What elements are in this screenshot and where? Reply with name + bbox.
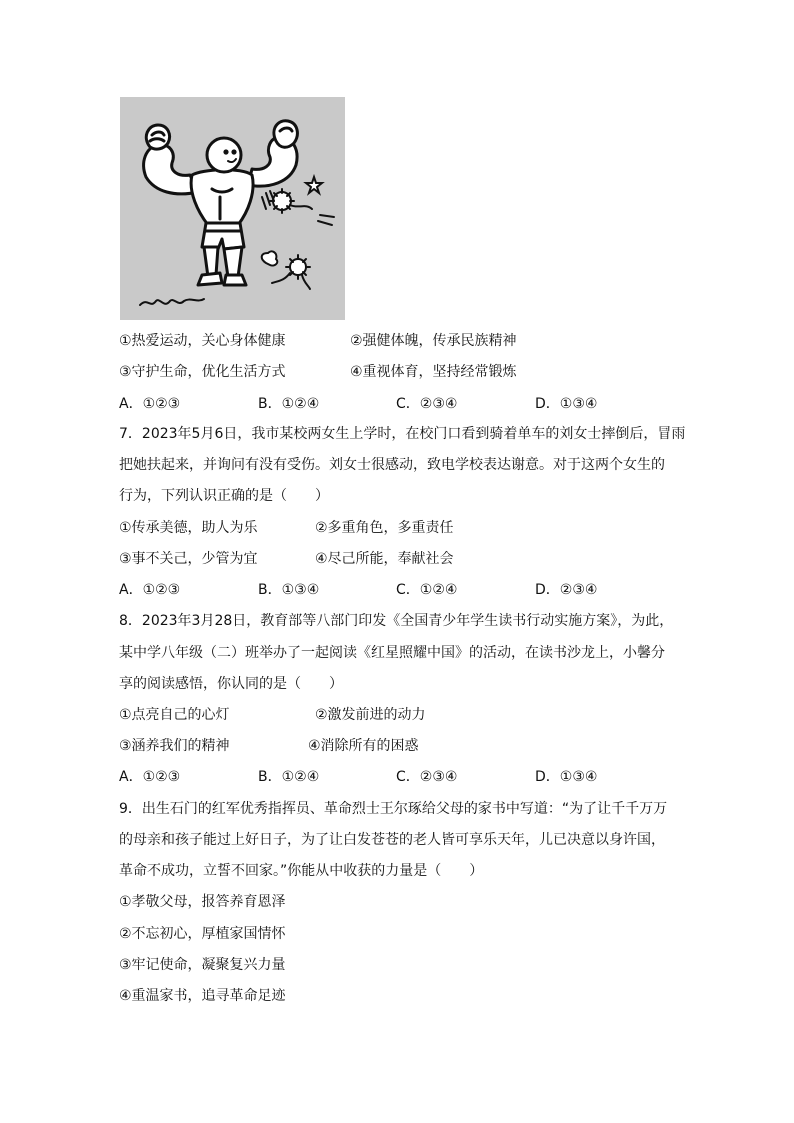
q9-option-4: ④重温家书，追寻革命足迹 — [119, 988, 286, 1004]
q6-option-3: ③守护生命，优化生活方式 — [119, 364, 286, 380]
q6-choice-d[interactable]: D．①③④ — [535, 396, 598, 412]
q8-option-3: ③涵养我们的精神 — [119, 738, 230, 754]
q8-stem-line-1: 8．2023年3月28日，教育部等八部门印发《全国青少年学生读书行动实施方案》，为此， — [119, 613, 674, 629]
q8-stem-line-3: 享的阅读感悟，你认同的是（ ） — [119, 676, 343, 692]
q7-choice-d[interactable]: D．②③④ — [535, 582, 598, 598]
q8-option-1: ①点亮自己的心灯 — [119, 707, 230, 723]
q9-option-2: ②不忘初心，厚植家国情怀 — [119, 926, 286, 942]
q6-option-1: ①热爱运动，关心身体健康 — [119, 333, 286, 349]
strongman-cartoon-icon — [120, 97, 345, 320]
q7-option-1: ①传承美德，助人为乐 — [119, 520, 258, 536]
q9-option-1: ①孝敬父母，报答养育恩泽 — [119, 894, 286, 910]
q9-stem-line-3: 革命不成功，立誓不回家。”你能从中收获的力量是（ ） — [119, 863, 484, 879]
q7-option-2: ②多重角色，多重责任 — [315, 520, 454, 536]
cartoon-illustration — [120, 97, 345, 320]
q7-option-4: ④尽己所能，奉献社会 — [315, 551, 454, 567]
q8-choice-a[interactable]: A．①②③ — [119, 769, 181, 785]
q8-choice-d[interactable]: D．①③④ — [535, 769, 598, 785]
q9-option-3: ③牢记使命，凝聚复兴力量 — [119, 957, 286, 973]
q6-option-2: ②强健体魄，传承民族精神 — [350, 333, 517, 349]
q8-option-2: ②激发前进的动力 — [315, 707, 426, 723]
q7-choice-a[interactable]: A．①②③ — [119, 582, 181, 598]
q9-stem-line-2: 的母亲和孩子能过上好日子，为了让白发苍苍的老人皆可享乐天年，儿已决意以身许国， — [119, 832, 665, 848]
q8-option-4: ④消除所有的困惑 — [308, 738, 419, 754]
q8-choice-c[interactable]: C．②③④ — [396, 769, 458, 785]
q7-stem-line-3: 行为，下列认识正确的是（ ） — [119, 488, 329, 504]
q7-option-3: ③事不关己，少管为宜 — [119, 551, 258, 567]
q6-option-4: ④重视体育，坚持经常锻炼 — [350, 364, 517, 380]
q7-choice-b[interactable]: B．①③④ — [258, 582, 320, 598]
q9-stem-line-1: 9．出生石门的红军优秀指挥员、革命烈士王尔琢给父母的家书中写道：“为了让千千万万 — [119, 801, 668, 817]
q7-stem-line-1: 7．2023年5月6日，我市某校两女生上学时，在校门口看到骑着单车的刘女士摔倒后，冒雨 — [119, 426, 686, 442]
q8-choice-b[interactable]: B．①②④ — [258, 769, 320, 785]
q6-choice-c[interactable]: C．②③④ — [396, 396, 458, 412]
q6-choice-b[interactable]: B．①②④ — [258, 396, 320, 412]
q6-choice-a[interactable]: A．①②③ — [119, 396, 181, 412]
q8-stem-line-2: 某中学八年级（二）班举办了一起阅读《红星照耀中国》的活动，在读书沙龙上，小馨分 — [119, 645, 665, 661]
q7-stem-line-2: 把她扶起来，并询问有没有受伤。刘女士很感动，致电学校表达谢意。对于这两个女生的 — [119, 457, 665, 473]
q7-choice-c[interactable]: C．①②④ — [396, 582, 458, 598]
